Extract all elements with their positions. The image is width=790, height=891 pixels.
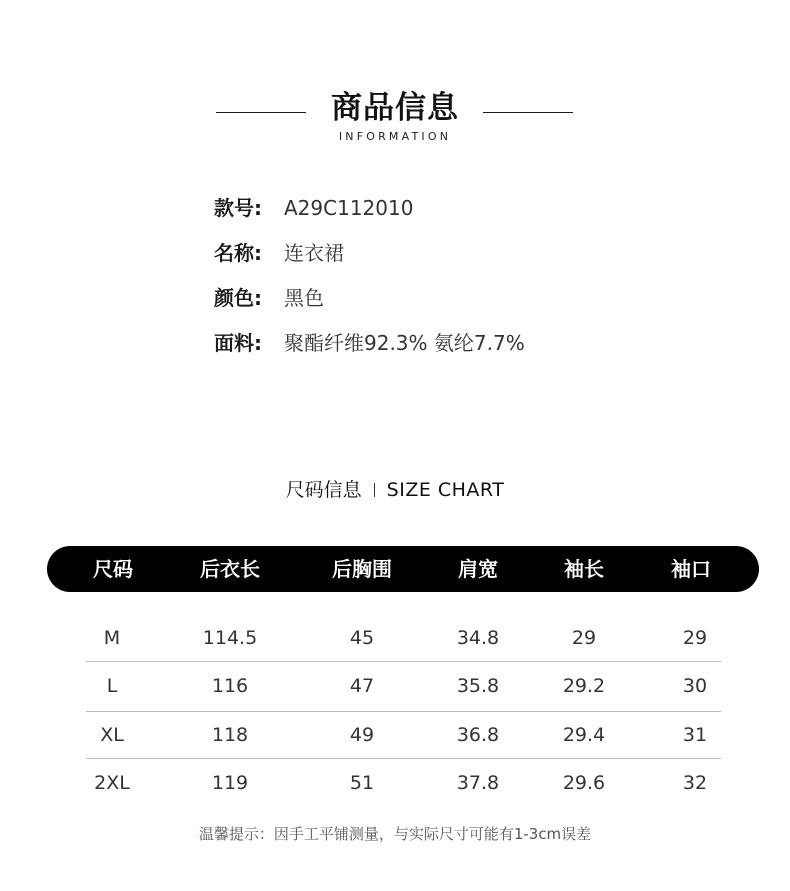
table-cell: 29 <box>571 627 597 649</box>
info-row-style-number <box>214 192 525 237</box>
table-cell-size: 2XL <box>94 772 130 794</box>
size-chart-title <box>0 475 790 505</box>
table-cell: 45 <box>349 627 375 649</box>
table-cell: 114.5 <box>202 627 258 649</box>
table-row <box>0 711 790 759</box>
header-subtitle: INFORMATION <box>338 130 452 143</box>
column-header-back-length: 后衣长 <box>200 557 260 581</box>
info-value: A29C112010 <box>284 196 414 220</box>
table-cell: 30 <box>682 675 708 697</box>
table-cell: 37.8 <box>456 772 500 794</box>
table-cell: 29.6 <box>562 772 606 794</box>
table-cell-size: M <box>103 627 121 649</box>
title-separator <box>374 483 375 497</box>
table-cell: 49 <box>349 724 375 746</box>
product-info <box>214 192 525 372</box>
column-header-cuff: 袖口 <box>671 557 711 581</box>
column-header-back-chest: 后胸围 <box>332 557 392 581</box>
header-line-right <box>483 112 573 113</box>
table-row <box>0 662 790 710</box>
size-table-header <box>47 546 759 592</box>
info-value: 聚酯纤维92.3% 氨纶7.7% <box>284 331 525 355</box>
info-label: 面料: <box>214 331 262 355</box>
info-label: 颜色: <box>214 286 262 310</box>
table-cell-size: L <box>106 675 118 697</box>
info-value: 连衣裙 <box>284 241 344 265</box>
table-cell: 34.8 <box>456 627 500 649</box>
table-cell: 32 <box>682 772 708 794</box>
info-value: 黑色 <box>284 286 324 310</box>
table-cell: 29.2 <box>562 675 606 697</box>
table-cell: 36.8 <box>456 724 500 746</box>
header-title: 商品信息 <box>331 90 459 126</box>
column-header-shoulder: 肩宽 <box>458 557 498 581</box>
column-header-size: 尺码 <box>93 557 133 581</box>
table-cell: 29.4 <box>562 724 606 746</box>
table-cell: 116 <box>211 675 249 697</box>
table-row <box>0 614 790 662</box>
table-cell: 31 <box>682 724 708 746</box>
size-chart-title-en: SIZE CHART <box>386 479 505 501</box>
table-row <box>0 759 790 807</box>
measurement-note: 温馨提示：因手工平铺测量，与实际尺寸可能有1-3cm误差 <box>198 825 592 843</box>
table-cell: 47 <box>349 675 375 697</box>
table-cell-size: XL <box>100 724 124 746</box>
info-header <box>0 88 790 148</box>
table-cell: 118 <box>211 724 249 746</box>
size-chart-title-cn: 尺码信息 <box>285 479 362 501</box>
info-label: 名称: <box>214 241 262 265</box>
column-header-sleeve-length: 袖长 <box>564 557 604 581</box>
info-row-fabric <box>214 327 525 372</box>
table-cell: 51 <box>349 772 375 794</box>
info-row-color <box>214 282 525 327</box>
info-label: 款号: <box>214 196 262 220</box>
info-row-name <box>214 237 525 282</box>
table-cell: 119 <box>211 772 249 794</box>
table-cell: 29 <box>682 627 708 649</box>
table-cell: 35.8 <box>456 675 500 697</box>
